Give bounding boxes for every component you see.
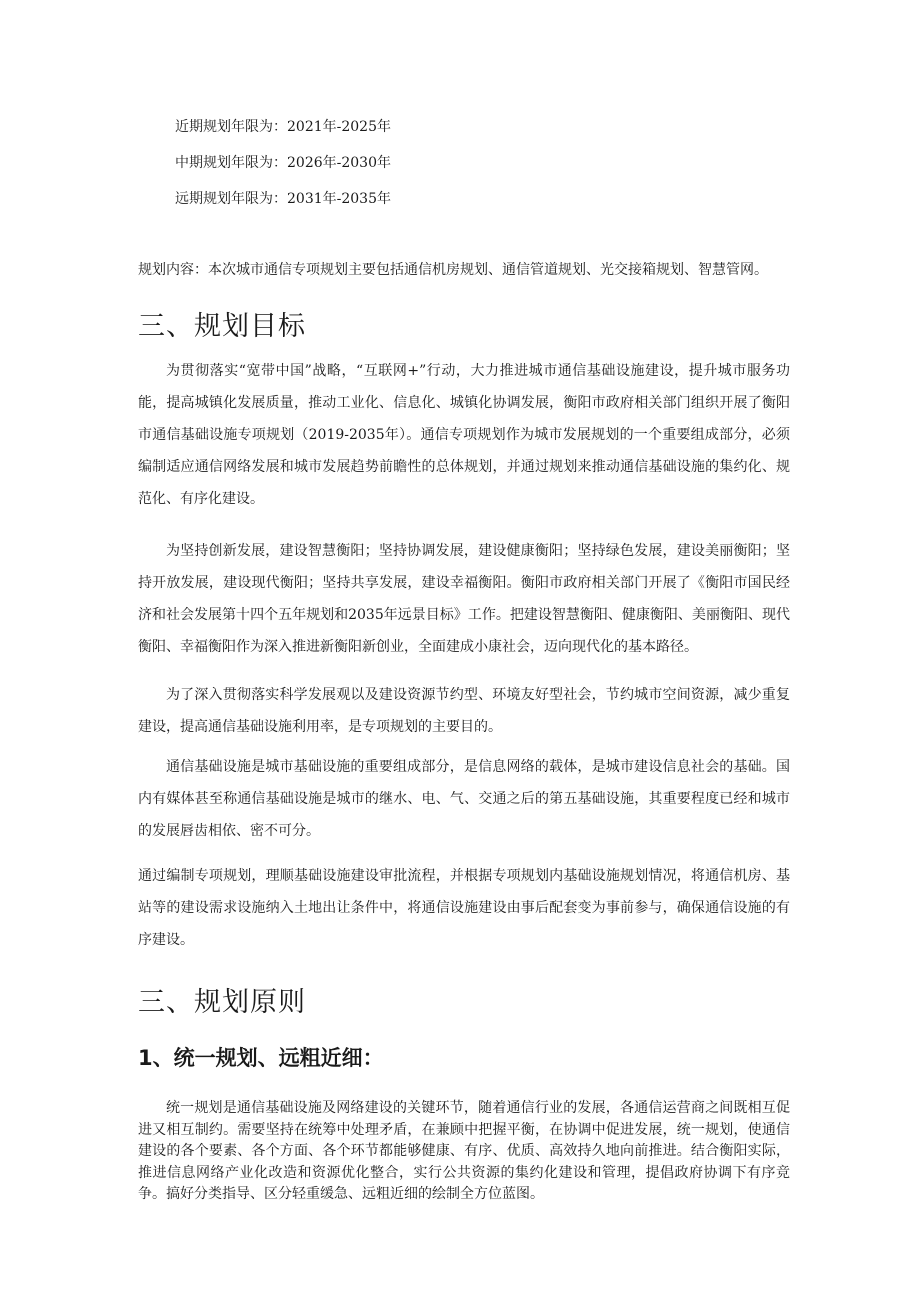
near-term-period: 近期规划年限为：2021年-2025年 [175, 119, 391, 135]
goals-paragraph-4: 通信基础设施是城市基础设施的重要组成部分，是信息网络的载体，是城市建设信息社会的基础。国内有媒体甚至称通信基础设施是城市的继水、电、气、交通之后的第五基础设施，其重要程度已经和城市的发展唇齿相依、密不可分。 [138, 759, 790, 839]
mid-term-period: 中期规划年限为：2026年-2030年 [175, 155, 391, 171]
planning-scope: 规划内容：本次城市通信专项规划主要包括通信机房规划、通信管道规划、光交接箱规划、智慧管网。 [138, 262, 768, 278]
principle-1-paragraph: 统一规划是通信基础设施及网络建设的关键环节，随着通信行业的发展，各通信运营商之间既相互促进又相互制约。需要坚持在统筹中处理矛盾，在兼顾中把握平衡，在协调中促进发展，统一规划，使通信建设的各个要素、各个方面、各个环节都能够健康、有序、优质、高效持久地向前推进。结合衡阳实际，推进信息网络产业化改造和资源优化整合，实行公共资源的集约化建设和管理，提倡政府协调下有序竞争。搞好分类指导、区分轻重缓急、远粗近细的绘制全方位蓝图。 [138, 1100, 790, 1202]
principles-heading: 三、规划原则 [138, 987, 306, 1018]
goals-paragraph-3: 为了深入贯彻落实科学发展观以及建设资源节约型、环境友好型社会，节约城市空间资源，减少重复建设，提高通信基础设施利用率，是专项规划的主要目的。 [138, 687, 790, 735]
goals-paragraph-5: 通过编制专项规划，理顺基础设施建设审批流程，并根据专项规划内基础设施规划情况，将通信机房、基站等的建设需求设施纳入土地出让条件中，将通信设施建设由事后配套变为事前参与，确保通信设施的有序建设。 [138, 868, 790, 948]
goals-paragraph-2: 为坚持创新发展，建设智慧衡阳；坚持协调发展，建设健康衡阳；坚持绿色发展，建设美丽衡阳；坚持开放发展，建设现代衡阳；坚持共享发展，建设幸福衡阳。衡阳市政府相关部门开展了《衡阳市国民经济和社会发展第十四个五年规划和2035年远景目标》工作。把建设智慧衡阳、健康衡阳、美丽衡阳、现代衡阳、幸福衡阳作为深入推进新衡阳新创业，全面建成小康社会，迈向现代化的基本路径。 [138, 543, 790, 655]
goals-heading: 三、规划目标 [138, 311, 306, 342]
long-term-period: 远期规划年限为：2031年-2035年 [175, 191, 391, 207]
goals-paragraph-1: 为贯彻落实“宽带中国”战略，“互联网+”行动，大力推进城市通信基础设施建设，提升城市服务功能，提高城镇化发展质量，推动工业化、信息化、城镇化协调发展，衡阳市政府相关部门组织开展了衡阳市通信基础设施专项规划（2019-2035年）。通信专项规划作为城市发展规划的一个重要组成部分，必须编制适应通信网络发展和城市发展趋势前瞻性的总体规划，并通过规划来推动通信基础设施的集约化、规范化、有序化建设。 [138, 363, 790, 507]
principle-1-heading: 1、统一规划、远粗近细： [138, 1046, 384, 1070]
